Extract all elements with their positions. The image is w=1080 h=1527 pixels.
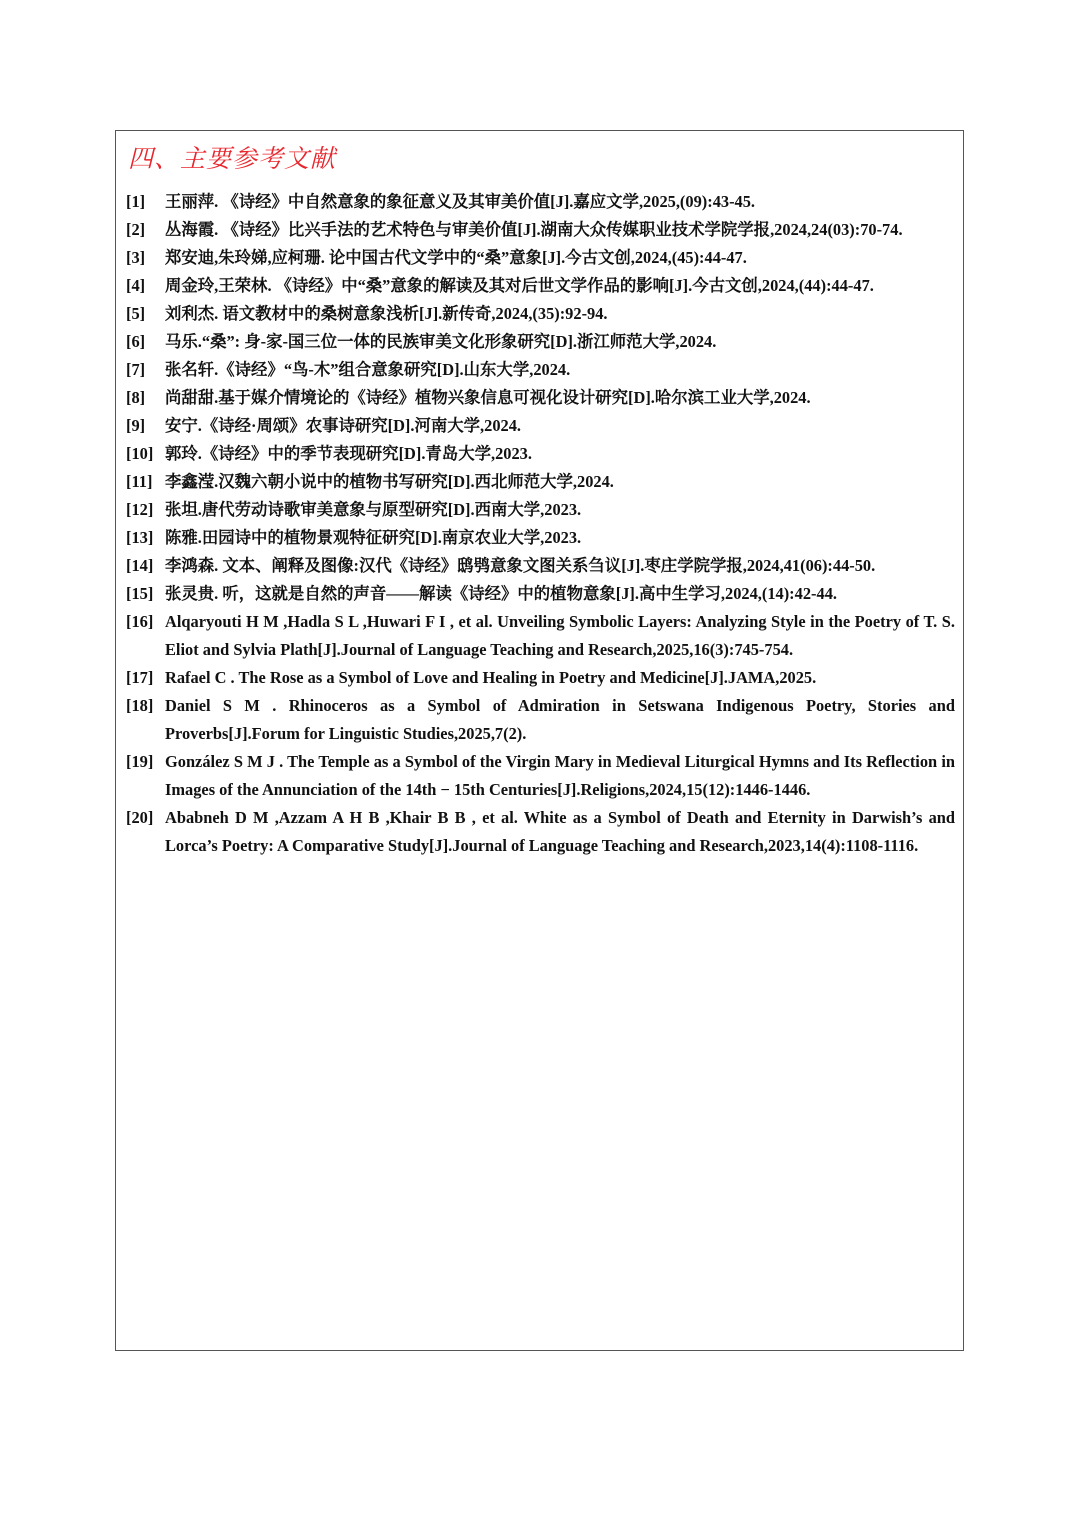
reference-number: [17] [126, 668, 154, 687]
reference-number: [18] [126, 696, 154, 715]
reference-text: 李鑫滢.汉魏六朝小说中的植物书写研究[D].西北师范大学,2024. [165, 472, 614, 491]
reference-text: 马乐.“桑”: 身-家-国三位一体的民族审美文化形象研究[D].浙江师范大学,2024. [165, 332, 717, 351]
reference-text: 丛海霞. 《诗经》比兴手法的艺术特色与审美价值[J].湖南大众传媒职业技术学院学报,2024,24(03):70-74. [165, 220, 903, 239]
reference-item [126, 608, 955, 664]
reference-number: [20] [126, 808, 154, 827]
reference-item [126, 496, 955, 524]
section-title: 四、主要参考文献 [128, 144, 337, 173]
reference-item [126, 552, 955, 580]
reference-text: 刘利杰. 语文教材中的桑树意象浅析[J].新传奇,2024,(35):92-94. [165, 304, 608, 323]
reference-item [126, 384, 955, 412]
reference-number: [10] [126, 444, 154, 463]
reference-number: [9] [126, 416, 146, 435]
reference-number: [15] [126, 584, 154, 603]
reference-item [126, 356, 955, 384]
reference-number: [3] [126, 248, 146, 267]
reference-item [126, 328, 955, 356]
reference-text: 张名轩.《诗经》“鸟-木”组合意象研究[D].山东大学,2024. [165, 360, 571, 379]
reference-number: [6] [126, 332, 146, 351]
reference-text: 周金玲,王荣林. 《诗经》中“桑”意象的解读及其对后世文学作品的影响[J].今古文创,2024,(44):44-47. [165, 276, 874, 295]
reference-text: Ababneh D M ,Azzam A H B ,Khair B B , et al. White as a Symbol of Death and Eternity in Darwish’s and Lorca’s Poetry: A Comparative Study[J].Journal of Language Teaching and Research,2023,14(4):1108-1116. [165, 808, 955, 855]
reference-text: 尚甜甜.基于媒介情境论的《诗经》植物兴象信息可视化设计研究[D].哈尔滨工业大学,2024. [165, 388, 811, 407]
reference-item [126, 692, 955, 748]
reference-item [126, 580, 955, 608]
reference-text: Alqaryouti H M ,Hadla S L ,Huwari F I , et al. Unveiling Symbolic Layers: Analyzing Style in the Poetry of T. S. Eliot and Sylvia Plath[J].Journal of Language Teaching and Research,2025,16(3):745-754. [165, 612, 955, 659]
reference-text: 王丽萍. 《诗经》中自然意象的象征意义及其审美价值[J].嘉应文学,2025,(09):43-45. [165, 192, 756, 211]
reference-item [126, 272, 955, 300]
reference-item [126, 524, 955, 552]
reference-text: 安宁.《诗经·周颂》农事诗研究[D].河南大学,2024. [165, 416, 522, 435]
reference-text: 郑安迪,朱玲娣,应柯珊. 论中国古代文学中的“桑”意象[J].今古文创,2024,(45):44-47. [165, 248, 747, 267]
reference-list [126, 188, 955, 860]
reference-number: [11] [126, 472, 153, 491]
reference-number: [13] [126, 528, 154, 547]
reference-text: 张坦.唐代劳动诗歌审美意象与原型研究[D].西南大学,2023. [165, 500, 582, 519]
reference-number: [5] [126, 304, 146, 323]
reference-item [126, 468, 955, 496]
reference-item [126, 664, 955, 692]
reference-number: [8] [126, 388, 146, 407]
reference-number: [16] [126, 612, 154, 631]
reference-number: [2] [126, 220, 146, 239]
references-frame [115, 130, 964, 1351]
reference-number: [1] [126, 192, 146, 211]
reference-item [126, 748, 955, 804]
reference-text: 张灵贵. 听，这就是自然的声音——解读《诗经》中的植物意象[J].高中生学习,2024,(14):42-44. [165, 584, 837, 603]
reference-item [126, 300, 955, 328]
reference-item [126, 440, 955, 468]
reference-number: [4] [126, 276, 146, 295]
reference-text: Rafael C . The Rose as a Symbol of Love and Healing in Poetry and Medicine[J].JAMA,2025. [165, 668, 817, 687]
reference-item [126, 412, 955, 440]
reference-text: 郭玲.《诗经》中的季节表现研究[D].青岛大学,2023. [165, 444, 532, 463]
reference-item [126, 188, 955, 216]
reference-number: [7] [126, 360, 146, 379]
reference-item [126, 216, 955, 244]
reference-text: 李鸿森. 文本、阐释及图像:汉代《诗经》鸱鸮意象文图关系刍议[J].枣庄学院学报,2024,41(06):44-50. [165, 556, 876, 575]
reference-item [126, 804, 955, 860]
reference-number: [12] [126, 500, 154, 519]
reference-text: 陈雅.田园诗中的植物景观特征研究[D].南京农业大学,2023. [165, 528, 582, 547]
reference-text: González S M J . The Temple as a Symbol of the Virgin Mary in Medieval Liturgical Hymns and Its Reflection in Images of the Annunciation of the 14th − 15th Centuries[J].Religions,2024,15(12):1446-1446. [165, 752, 955, 799]
reference-item [126, 244, 955, 272]
reference-number: [14] [126, 556, 154, 575]
reference-text: Daniel S M . Rhinoceros as a Symbol of Admiration in Setswana Indigenous Poetry, Stories and Proverbs[J].Forum for Linguistic Studies,2025,7(2). [165, 696, 955, 743]
reference-number: [19] [126, 752, 154, 771]
